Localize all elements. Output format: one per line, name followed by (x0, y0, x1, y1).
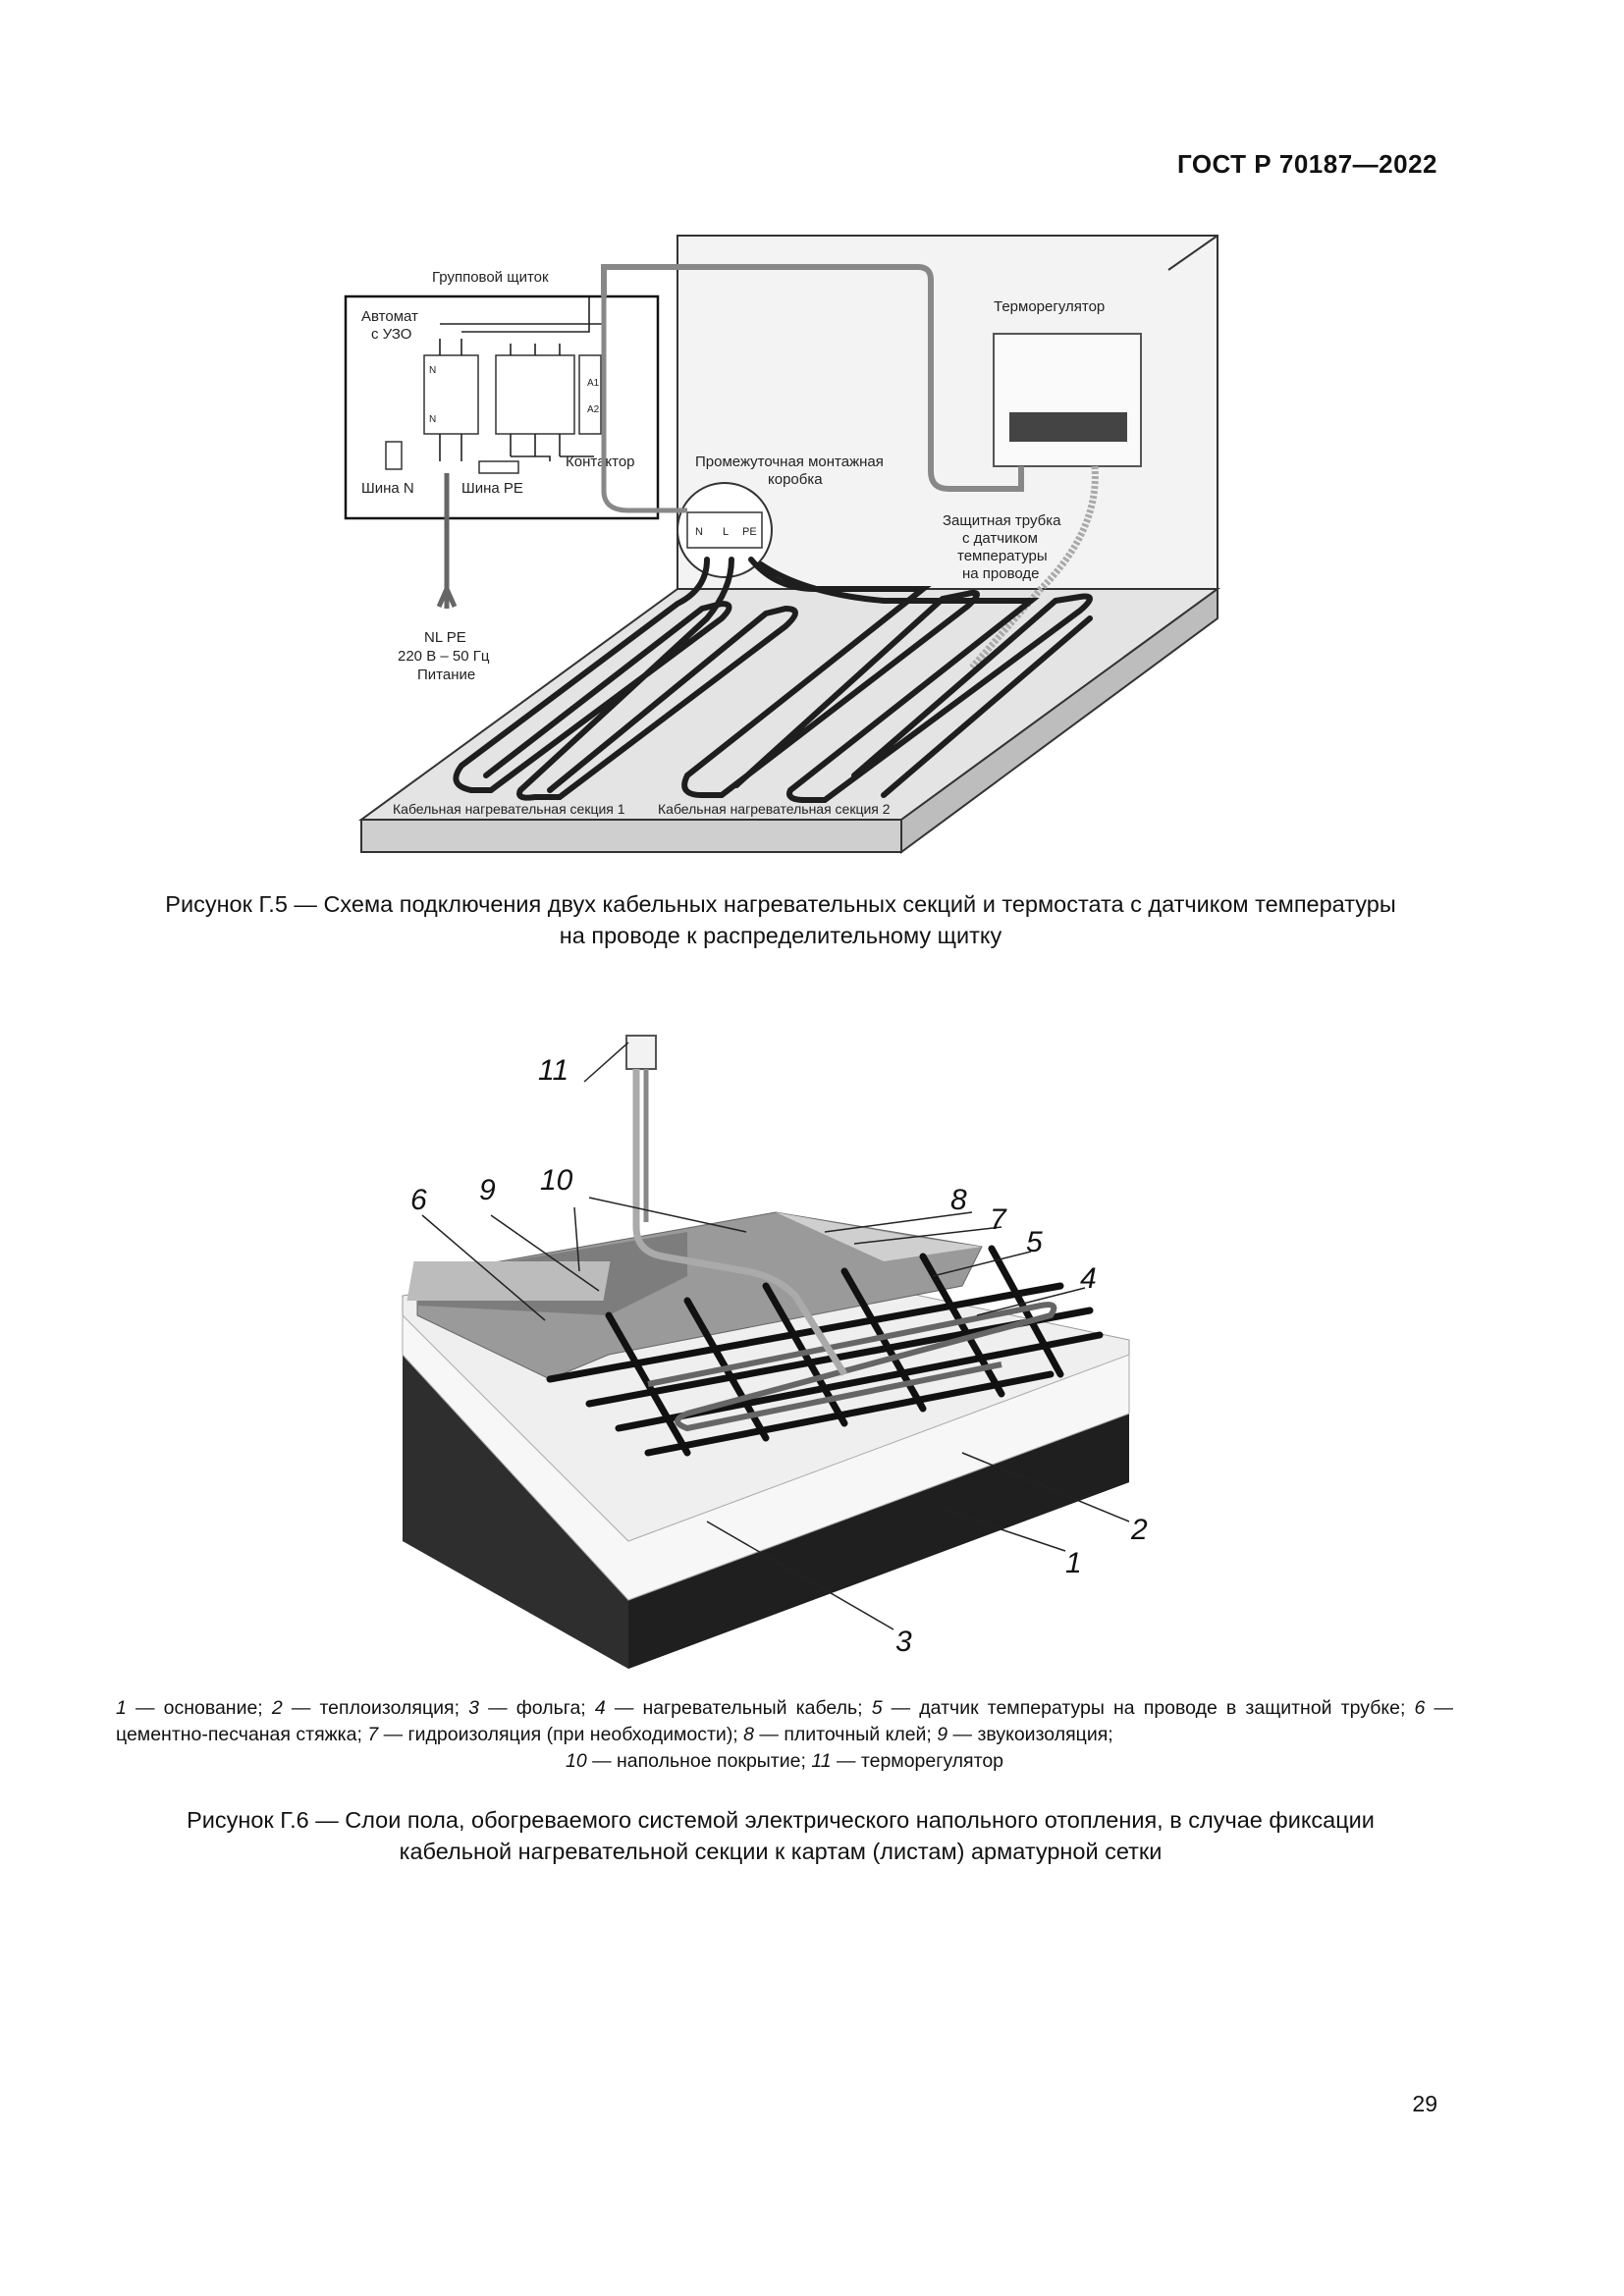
callout-5: 5 (1026, 1226, 1043, 1258)
supply-label-2: 220 В – 50 Гц (398, 648, 490, 665)
bus-pe-label: Шина PE (461, 480, 523, 497)
bus-pe (479, 461, 518, 473)
breaker-label-2: с УЗО (371, 326, 412, 343)
tube-label-3: температуры (957, 548, 1048, 564)
section-2-label: Кабельная нагревательная секция 2 (658, 801, 891, 817)
thermostat-terminals (1009, 412, 1127, 442)
svg-text:PE: PE (742, 526, 757, 538)
legend-item-5: 5 — датчик температуры на проводе в защитной трубке; (871, 1697, 1415, 1719)
contactor-label: Контактор (566, 454, 635, 470)
callout-6: 6 (410, 1184, 427, 1216)
section-1-label: Кабельная нагревательная секция 1 (393, 801, 625, 817)
legend-item-2: 2 — теплоизоляция; (271, 1697, 469, 1719)
junction-label-2: коробка (768, 471, 823, 488)
legend-item-11: 11 — терморегулятор (811, 1750, 1004, 1772)
legend-item-3: 3 — фольга; (468, 1697, 595, 1719)
callout-4: 4 (1080, 1262, 1097, 1295)
callout-8: 8 (950, 1184, 967, 1216)
thermostat-label: Терморегулятор (994, 298, 1106, 315)
document-code: ГОСТ Р 70187—2022 (1176, 149, 1437, 179)
flooring-strip (406, 1261, 610, 1301)
tube-label-2: с датчиком (962, 530, 1038, 547)
thermostat-device (994, 334, 1141, 466)
breaker-label-1: Автомат (361, 308, 418, 325)
contactor-box (496, 355, 574, 434)
figure-5-caption-line-2: на проводе к распределительному щитку (559, 923, 1002, 948)
svg-text:L: L (723, 526, 730, 538)
junction-label-1: Промежуточная монтажная (695, 454, 884, 470)
legend-item-4: 4 — нагревательный кабель; (594, 1697, 872, 1719)
callout-7: 7 (990, 1203, 1006, 1236)
legend-item-10: 10 — напольное покрытие; (565, 1750, 812, 1772)
supply-label-3: Питание (417, 667, 476, 683)
svg-text:A1: A1 (587, 378, 600, 389)
figure-5-caption (108, 888, 1453, 951)
figure-6-caption-line-1: Рисунок Г.6 — Слои пола, обогреваемого системой электрического напольного отопления, в случае фиксации (187, 1807, 1375, 1833)
group-panel-label: Групповой щиток (432, 269, 549, 286)
legend-item-6: 6 — цементно-песчаная стяжка; (116, 1697, 1454, 1745)
tube-label-1: Защитная трубка (943, 512, 1061, 529)
callout-3: 3 (895, 1626, 912, 1658)
legend-item-9: 9 — звукоизоляция; (937, 1724, 1113, 1745)
tube-label-4: на проводе (962, 565, 1040, 582)
figure-5-wiring-diagram (0, 0, 1624, 883)
bus-n (386, 442, 402, 469)
figure-6-floor-layers (0, 991, 1624, 1669)
callout-10: 10 (540, 1164, 573, 1197)
callout-2: 2 (1131, 1514, 1148, 1546)
thermostat (626, 1036, 656, 1069)
svg-text:N: N (429, 414, 437, 425)
svg-text:A2: A2 (587, 404, 600, 415)
figure-5-caption-line-1: Рисунок Г.5 — Схема подключения двух кабельных нагревательных секций и термостата с датчиком температуры (165, 891, 1396, 917)
legend-item-1: 1 — основание; (116, 1697, 272, 1719)
callout-11: 11 (538, 1054, 569, 1087)
figure-6-legend (116, 1695, 1453, 1775)
figure-6-caption (108, 1804, 1453, 1867)
svg-text:N: N (429, 365, 437, 376)
callout-1: 1 (1065, 1547, 1082, 1579)
callout-9: 9 (479, 1174, 496, 1206)
bus-n-label: Шина N (361, 480, 414, 497)
supply-label-1: NL PE (424, 629, 466, 646)
legend-item-7: 7 — гидроизоляция (при необходимости); (367, 1724, 744, 1745)
svg-text:N: N (695, 526, 703, 538)
legend-item-8: 8 — плиточный клей; (743, 1724, 938, 1745)
page-number: 29 (1412, 2091, 1437, 2116)
figure-6-caption-line-2: кабельной нагревательной секции к картам (листам) арматурной сетки (399, 1839, 1163, 1864)
